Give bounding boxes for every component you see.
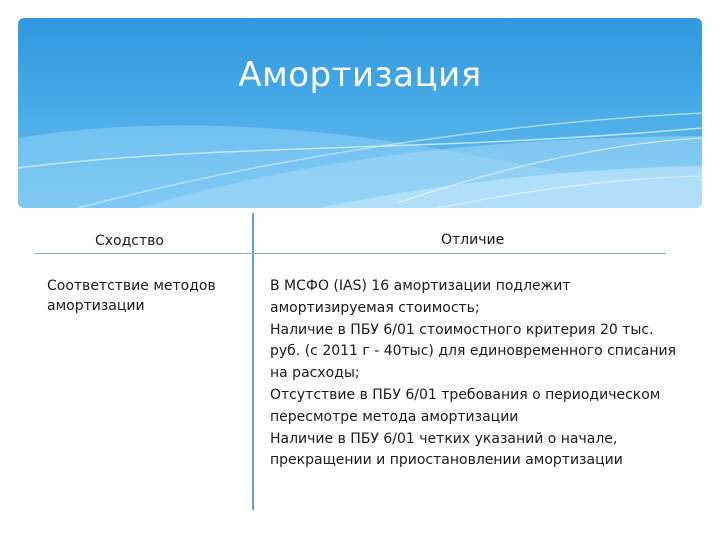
header-divider bbox=[34, 253, 666, 254]
header-similarity: Сходство bbox=[95, 233, 164, 249]
title-banner bbox=[18, 18, 702, 208]
difference-line: пересмотре метода амортизации bbox=[270, 408, 519, 425]
similarity-line: амортизации bbox=[47, 298, 145, 314]
difference-line: Наличие в ПБУ 6/01 стоимостного критерия 20 тыс. bbox=[270, 321, 654, 338]
difference-line: прекращении и приостановлении амортизации bbox=[270, 452, 623, 469]
difference-line: на расходы; bbox=[270, 365, 360, 382]
difference-line: Отсутствие в ПБУ 6/01 требования о периодическом bbox=[270, 386, 661, 403]
wave-decoration bbox=[18, 18, 702, 208]
difference-line: амортизируемая стоимость; bbox=[270, 299, 480, 316]
similarity-line: Соответствие методов bbox=[47, 278, 216, 294]
slide-title: Амортизация bbox=[238, 55, 482, 95]
similarity-cell bbox=[47, 276, 247, 316]
column-divider bbox=[252, 213, 254, 510]
difference-cell bbox=[270, 276, 690, 472]
difference-line: Наличие в ПБУ 6/01 четких указаний о начале, bbox=[270, 430, 618, 447]
header-difference: Отличие bbox=[441, 232, 505, 248]
difference-line: руб. (с 2011 г - 40тыс) для единовременного списания bbox=[270, 343, 677, 360]
difference-line: В МСФО (IAS) 16 амортизации подлежит bbox=[270, 278, 571, 294]
